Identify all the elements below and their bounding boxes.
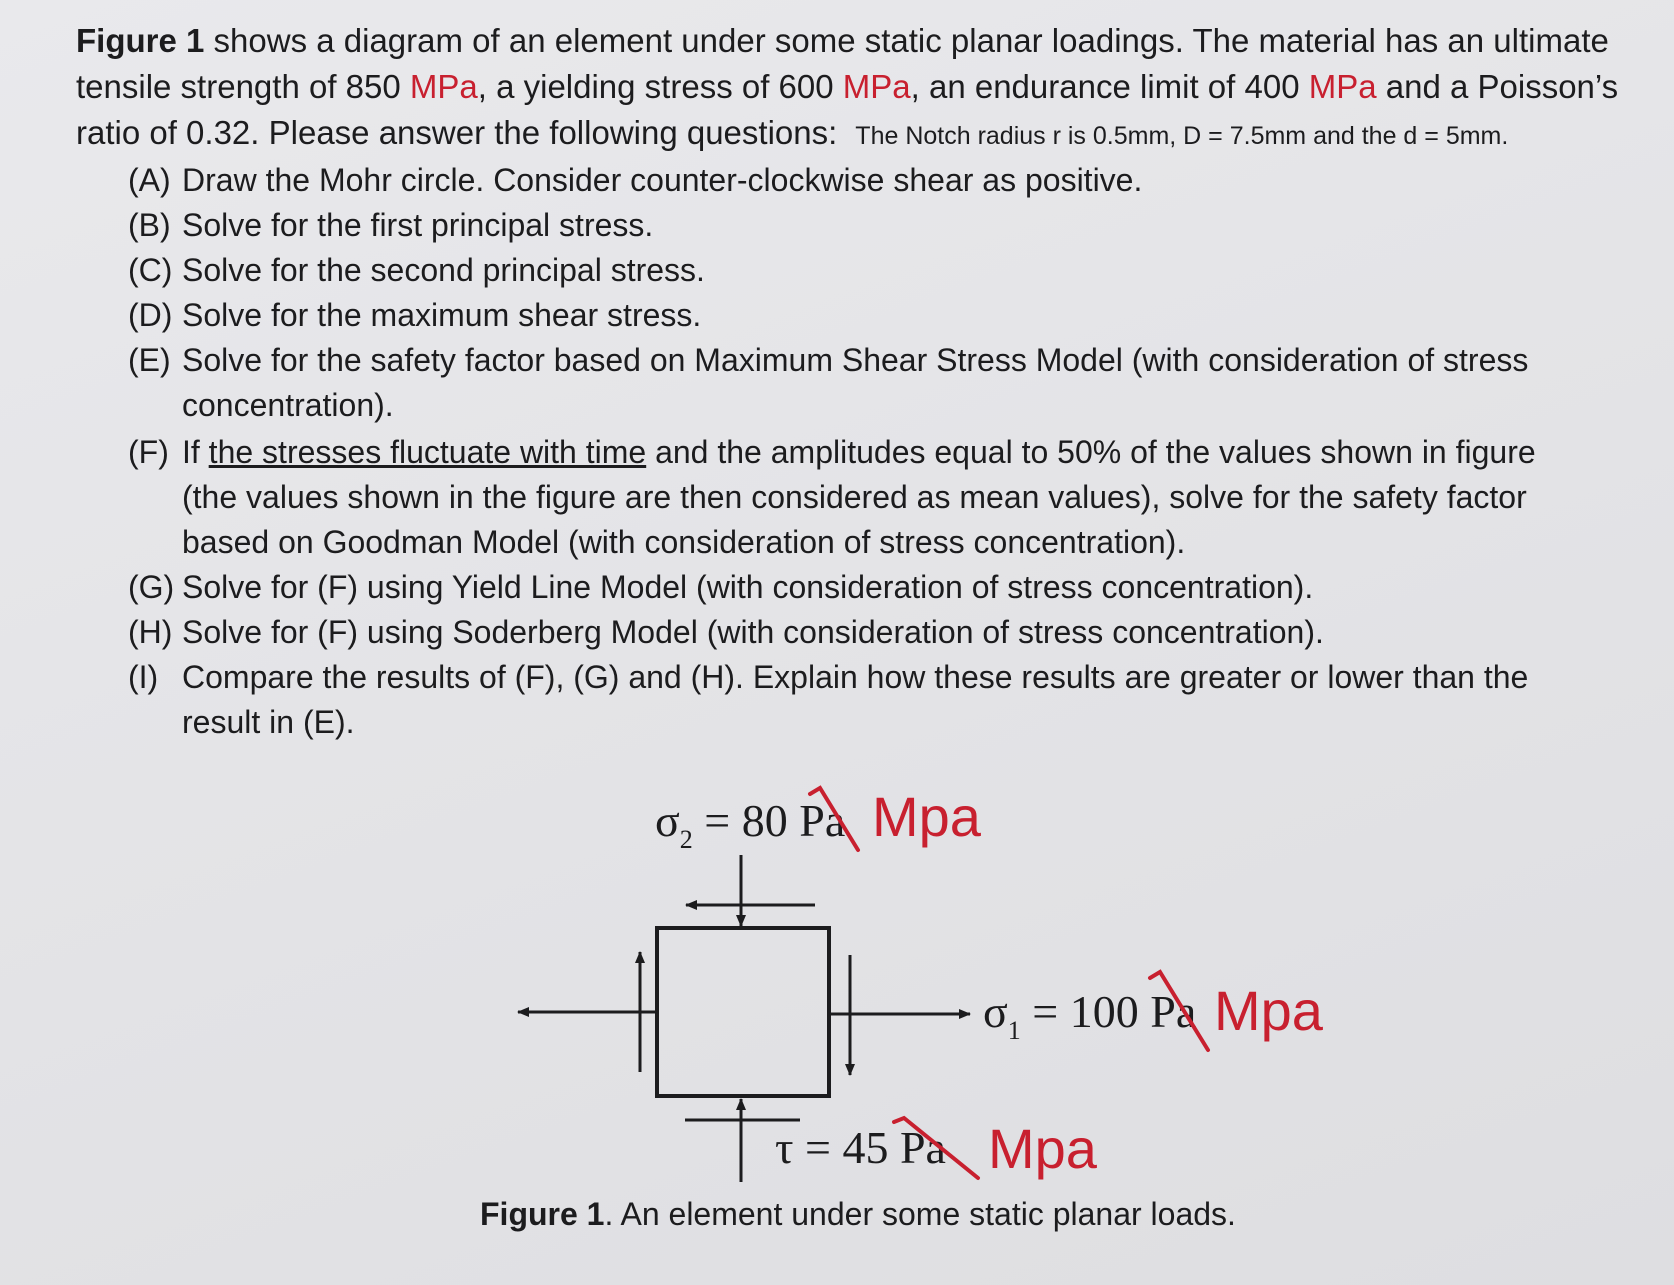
question-text: Solve for (F) using Yield Line Model (with consideration of stress concentration). (182, 569, 1314, 605)
sigma1-symbol: σ (983, 986, 1008, 1037)
question-label: (A) (128, 162, 171, 198)
unit-mpa: MPa (1308, 68, 1377, 105)
question-text: Compare the results of (F), (G) and (H). Explain how these results are greater or lower than the result in (E). (182, 659, 1529, 740)
sigma2-subscript: 2 (679, 825, 693, 854)
question-label: (G) (128, 569, 175, 605)
notch-note: The Notch radius r is 0.5mm, D = 7.5mm and the d = 5mm. (855, 122, 1509, 150)
intro-text-4: and a Poisson’s ratio of 0.32. Please answer the following questions: (76, 68, 1619, 151)
question-label: (F) (128, 434, 169, 470)
unit-mpa: MPa (409, 68, 478, 105)
sigma1-crossed-unit: Pa (1150, 986, 1197, 1037)
sigma2-symbol: σ (655, 795, 680, 846)
question-text: Solve for the safety factor based on Maximum Shear Stress Model (with consideration of stress concentration). (182, 342, 1529, 423)
question-text: Solve for the maximum shear stress. (182, 297, 702, 333)
intro-text-2: , a yielding stress of 600 (477, 68, 843, 105)
sigma2-handwritten-unit: Mpa (872, 785, 981, 848)
question-label: (H) (128, 614, 173, 650)
question-label: (E) (128, 342, 171, 378)
sigma2-label (655, 795, 845, 854)
question-label: (B) (128, 207, 171, 243)
element-square (657, 928, 829, 1096)
intro-text-1: shows a diagram of an element under some static planar loadings. The material has an ultimate tensile strength of 850 (76, 22, 1609, 105)
caption-text: . An element under some static planar loads. (604, 1196, 1236, 1232)
sigma1-label (983, 986, 1196, 1045)
figure-caption (480, 1196, 1236, 1233)
underlined-phrase: the stresses fluctuate with time (208, 434, 647, 470)
question-label: (I) (128, 659, 159, 695)
question-text: Solve for the first principal stress. (182, 207, 654, 243)
unit-mpa: MPa (842, 68, 911, 105)
question-label: (C) (128, 252, 173, 288)
intro-text-3: , an endurance limit of 400 (910, 68, 1309, 105)
tau-symbol: τ (775, 1122, 794, 1173)
sigma1-handwritten-unit: Mpa (1214, 979, 1323, 1042)
tau-handwritten-unit: Mpa (988, 1117, 1097, 1180)
caption-figure-ref: Figure 1 (480, 1196, 605, 1232)
question-text: Solve for (F) using Soderberg Model (with consideration of stress concentration). (182, 614, 1324, 650)
tau-crossed-unit: Pa (899, 1122, 946, 1173)
figure-reference: Figure 1 (76, 22, 205, 59)
question-text-rest: and the amplitudes equal to 50% of the values shown in figure (the values shown in the figure are then considered as mean values), solve for the safety factor based on Goodman Model (with consideration of stress concentration). (182, 434, 1536, 560)
sigma1-subscript: 1 (1007, 1016, 1021, 1045)
sigma1-value: = 100 (1020, 986, 1151, 1037)
question-text-pre: If (182, 434, 209, 470)
sigma2-value: = 80 (692, 795, 800, 846)
question-text: Solve for the second principal stress. (182, 252, 705, 288)
question-text: Draw the Mohr circle. Consider counter-clockwise shear as positive. (182, 162, 1143, 198)
tau-value: = 45 (793, 1122, 900, 1173)
sigma2-crossed-unit: Pa (799, 795, 846, 846)
question-label: (D) (128, 297, 173, 333)
